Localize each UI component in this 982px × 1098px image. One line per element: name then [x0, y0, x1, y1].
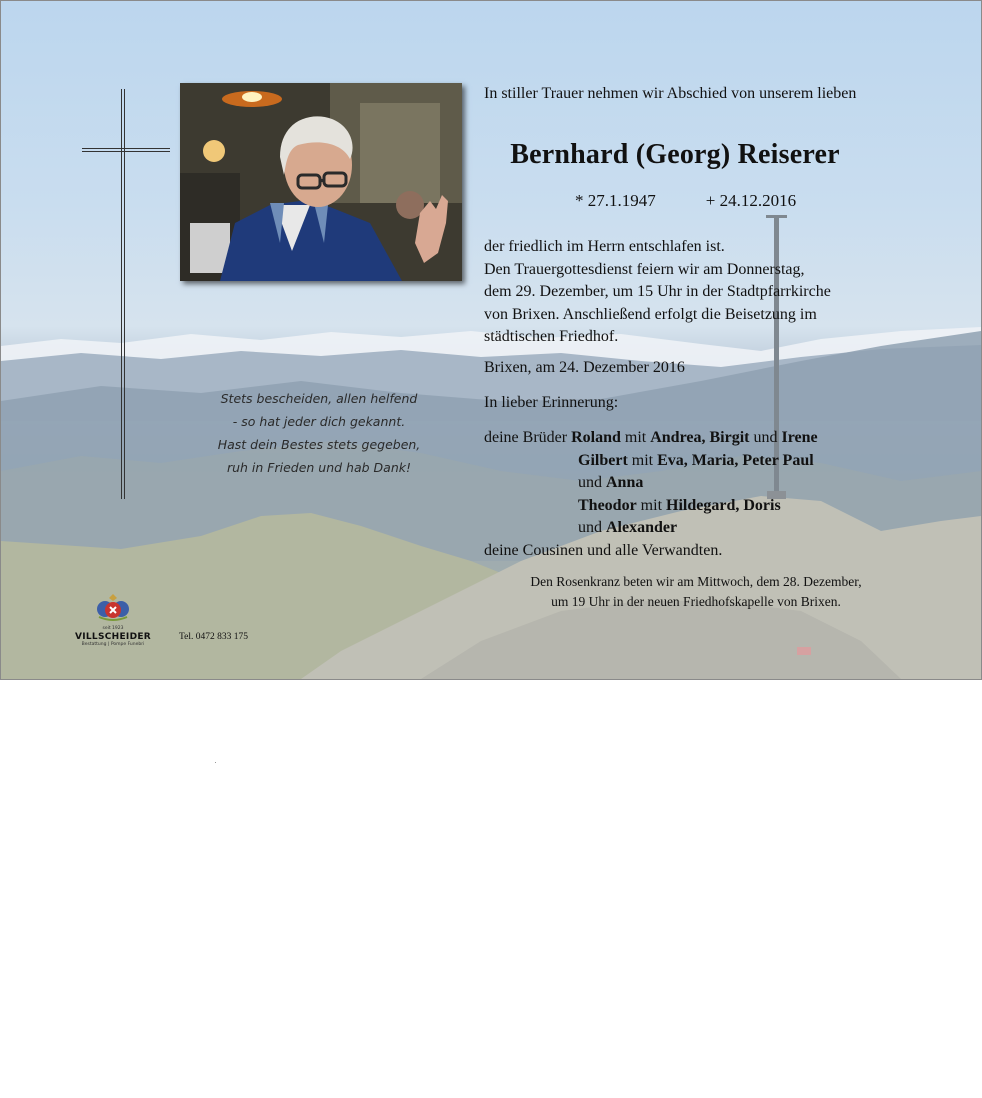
- place-date: Brixen, am 24. Dezember 2016: [484, 359, 685, 376]
- intro-text: In stiller Trauer nehmen wir Abschied von unserem lieben: [484, 85, 857, 102]
- death-date: + 24.12.2016: [705, 191, 797, 210]
- life-dates: [575, 191, 796, 211]
- family-line: und Alexander: [578, 519, 678, 536]
- deceased-name: Bernhard (Georg) Reiserer: [510, 139, 840, 170]
- verse-line: Stets bescheiden, allen helfend: [220, 391, 418, 406]
- coat-of-arms-icon: [93, 593, 133, 621]
- rosary-notice: [495, 572, 897, 612]
- intro-line: [484, 83, 964, 106]
- family-line: und Anna: [578, 474, 644, 491]
- funeral-home-logo: [73, 593, 153, 647]
- logo-tagline: Bestattung | Pompe Funebri: [81, 642, 145, 647]
- memorial-verse: [191, 387, 447, 479]
- family-list: [484, 427, 818, 562]
- stray-dot: [215, 762, 216, 763]
- announcement-line: Den Trauergottesdienst feiern wir am Donnerstag,: [484, 260, 805, 278]
- family-line: deine Cousinen und alle Verwandten.: [484, 541, 723, 559]
- portrait-photo: [180, 83, 462, 281]
- phone-number: Tel. 0472 833 175: [179, 632, 248, 642]
- logo-since: seit 1923: [102, 626, 124, 631]
- family-line: Theodor mit Hildegard, Doris: [578, 496, 781, 514]
- service-announcement: [484, 236, 904, 349]
- announcement-line: von Brixen. Anschließend erfolgt die Beisetzung im: [484, 305, 817, 323]
- verse-line: - so hat jeder dich gekannt.: [232, 414, 406, 429]
- verse-line: ruh in Frieden und hab Dank!: [226, 460, 412, 475]
- announcement-line: städtischen Friedhof.: [484, 328, 619, 345]
- family-line: Gilbert mit Eva, Maria, Peter Paul: [578, 451, 814, 469]
- family-line: deine Brüder Roland mit Andrea, Birgit und Irene: [484, 429, 818, 446]
- logo-name: VILLSCHEIDER: [74, 632, 152, 642]
- rosary-line: um 19 Uhr in der neuen Friedhofskapelle von Brixen.: [551, 594, 841, 609]
- announcement-line: der friedlich im Herrn entschlafen ist.: [484, 238, 725, 255]
- birth-date: * 27.1.1947: [575, 191, 656, 210]
- announcement-line: dem 29. Dezember, um 15 Uhr in der Stadtpfarrkirche: [484, 283, 831, 300]
- cross-horizontal: [82, 148, 170, 152]
- memory-heading: In lieber Erinnerung:: [484, 394, 619, 411]
- rosary-line: Den Rosenkranz beten wir am Mittwoch, dem 28. Dezember,: [530, 574, 862, 589]
- verse-line: Hast dein Bestes stets gegeben,: [217, 437, 421, 452]
